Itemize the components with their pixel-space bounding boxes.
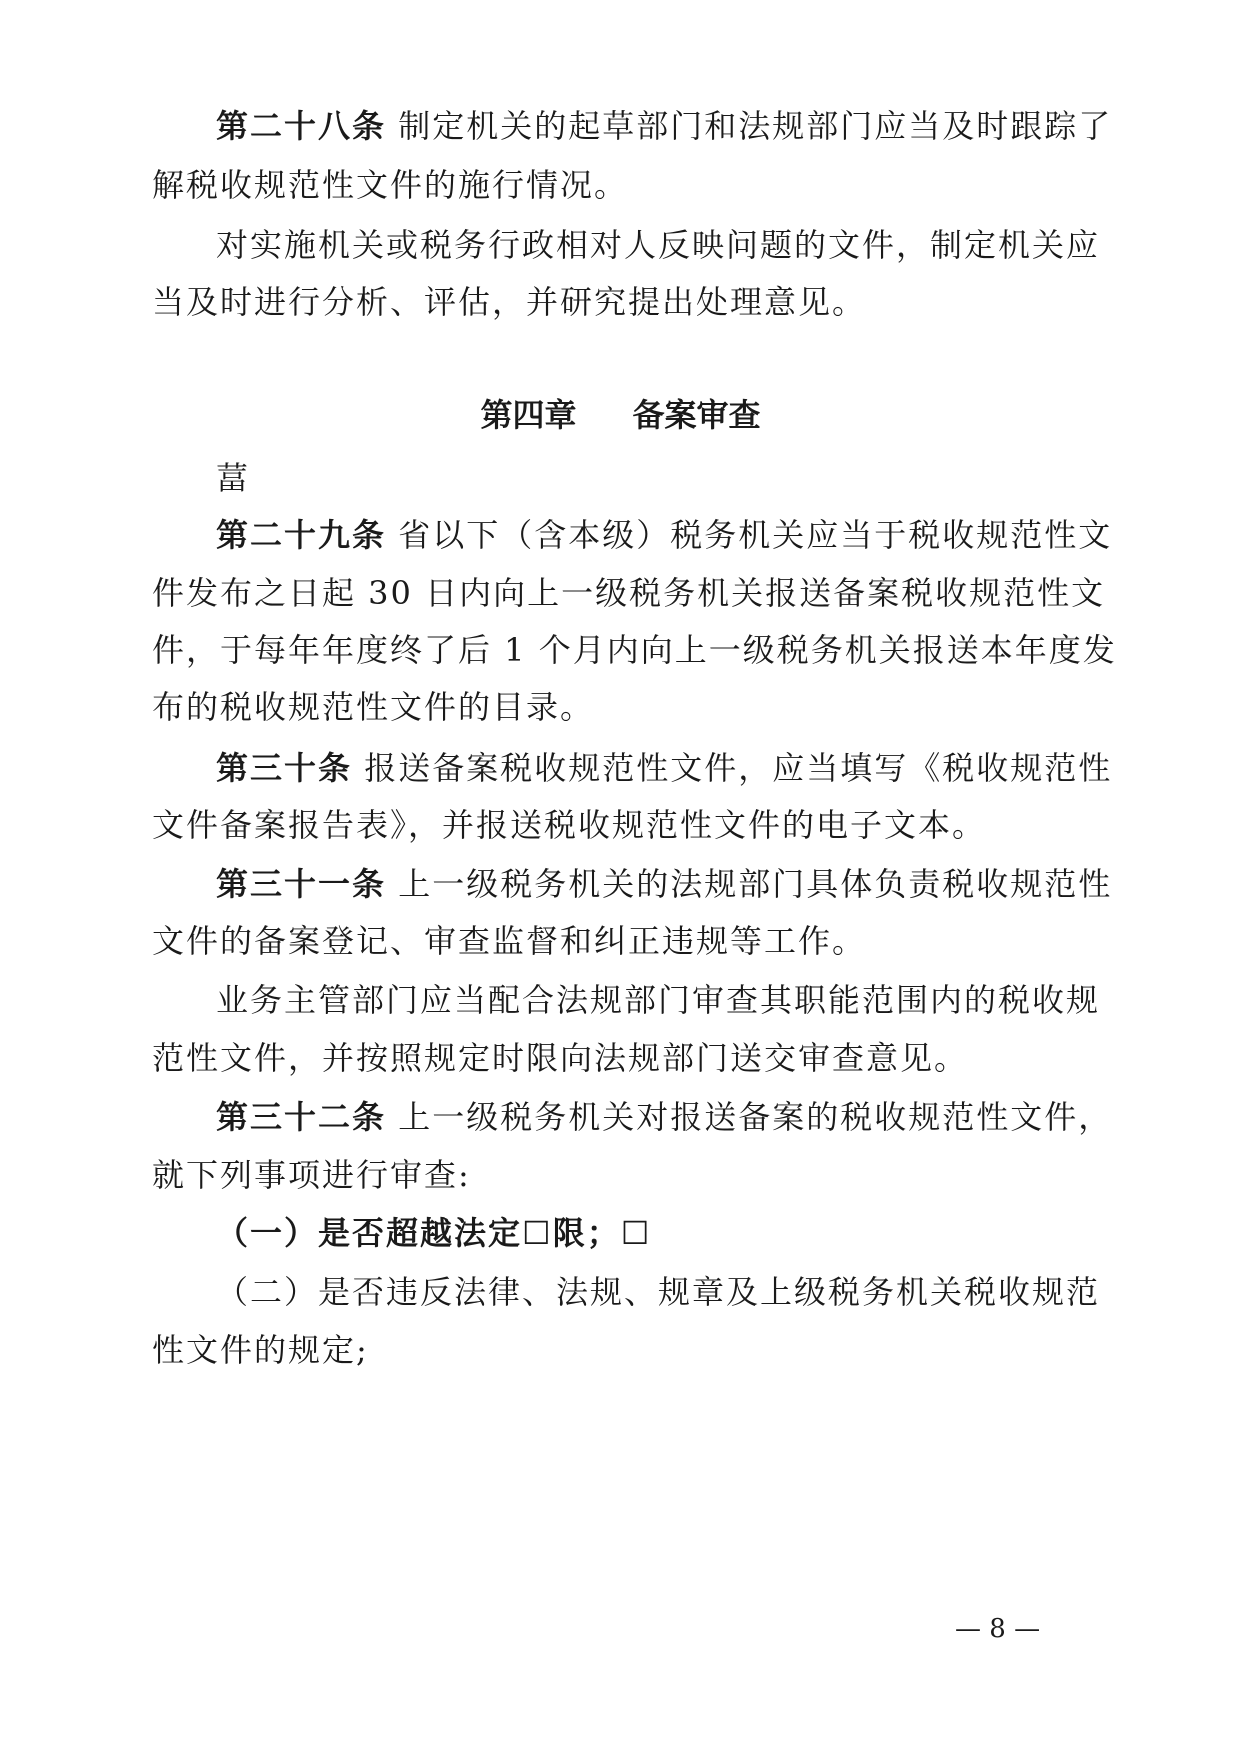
article-29-line-3: 件，于每年年度终了后 1 个月内向上一级税务机关报送本年度发 (152, 631, 1117, 669)
article-32-line-2: 就下列事项进行审查: (152, 1156, 471, 1194)
chapter-number: 第四章 (480, 396, 577, 434)
article-29-text-1: 省以下（含本级）税务机关应当于税收规范性文 (398, 516, 1113, 554)
article-32-title: 第三十二条 (216, 1098, 387, 1136)
article-29-line-2: 件发布之日起 30 日内向上一级税务机关报送备案税收规范性文 (152, 574, 1106, 612)
article-31-line-1 (216, 862, 1112, 906)
article-28-text-1: 制定机关的起草部门和法规部门应当及时跟踪了 (398, 107, 1113, 145)
article-31-line-2: 文件的备案登记、审查监督和纠正违规等工作。 (152, 922, 867, 960)
article-28-line-2: 解税收规范性文件的施行情况。 (152, 166, 629, 204)
article-32-item-2-line-2: 性文件的规定; (152, 1331, 369, 1369)
article-32-text-1: 上一级税务机关对报送备案的税收规范性文件， (398, 1098, 1113, 1136)
chapter-heading (152, 393, 1089, 437)
article-28-para-2-line-2: 当及时进行分析、评估，并研究提出处理意见。 (152, 283, 867, 321)
article-31-title: 第三十一条 (216, 865, 387, 903)
article-29-title: 第二十九条 (216, 516, 387, 554)
article-29-line-1 (216, 513, 1112, 557)
article-30-line-2: 文件备案报告表》，并报送税收规范性文件的电子文本。 (152, 806, 987, 844)
article-31-para-2-line-2: 范性文件，并按照规定时限向法规部门送交审查意见。 (152, 1039, 969, 1077)
article-32-line-1 (216, 1095, 1112, 1139)
article-30-title: 第三十条 (216, 749, 353, 787)
article-30-text-1: 报送备案税收规范性文件，应当填写《税收规范性 (364, 749, 1113, 787)
article-32-item-2-line-1: （二）是否违反法律、法规、规章及上级税务机关税收规范 (216, 1273, 1101, 1311)
page-number: — 8 — (955, 1614, 1041, 1644)
article-30-line-1 (216, 746, 1112, 790)
article-28-title: 第二十八条 (216, 107, 387, 145)
article-28-line-1 (216, 104, 1112, 148)
article-28-para-2-line-1: 对实施机关或税务行政相对人反映问题的文件，制定机关应 (216, 226, 1101, 264)
article-31-para-2-line-1: 业务主管部门应当配合法规部门审查其职能范围内的税收规 (216, 981, 1101, 1019)
article-32-item-1: （一）是否超越法定☐限；☐ (216, 1214, 652, 1252)
chapter-title: 备案审查 (632, 396, 761, 434)
article-31-text-1: 上一级税务机关的法规部门具体负责税收规范性 (398, 865, 1113, 903)
stray-character: 葍 (216, 459, 251, 497)
article-29-line-4: 布的税收规范性文件的目录。 (152, 688, 595, 726)
